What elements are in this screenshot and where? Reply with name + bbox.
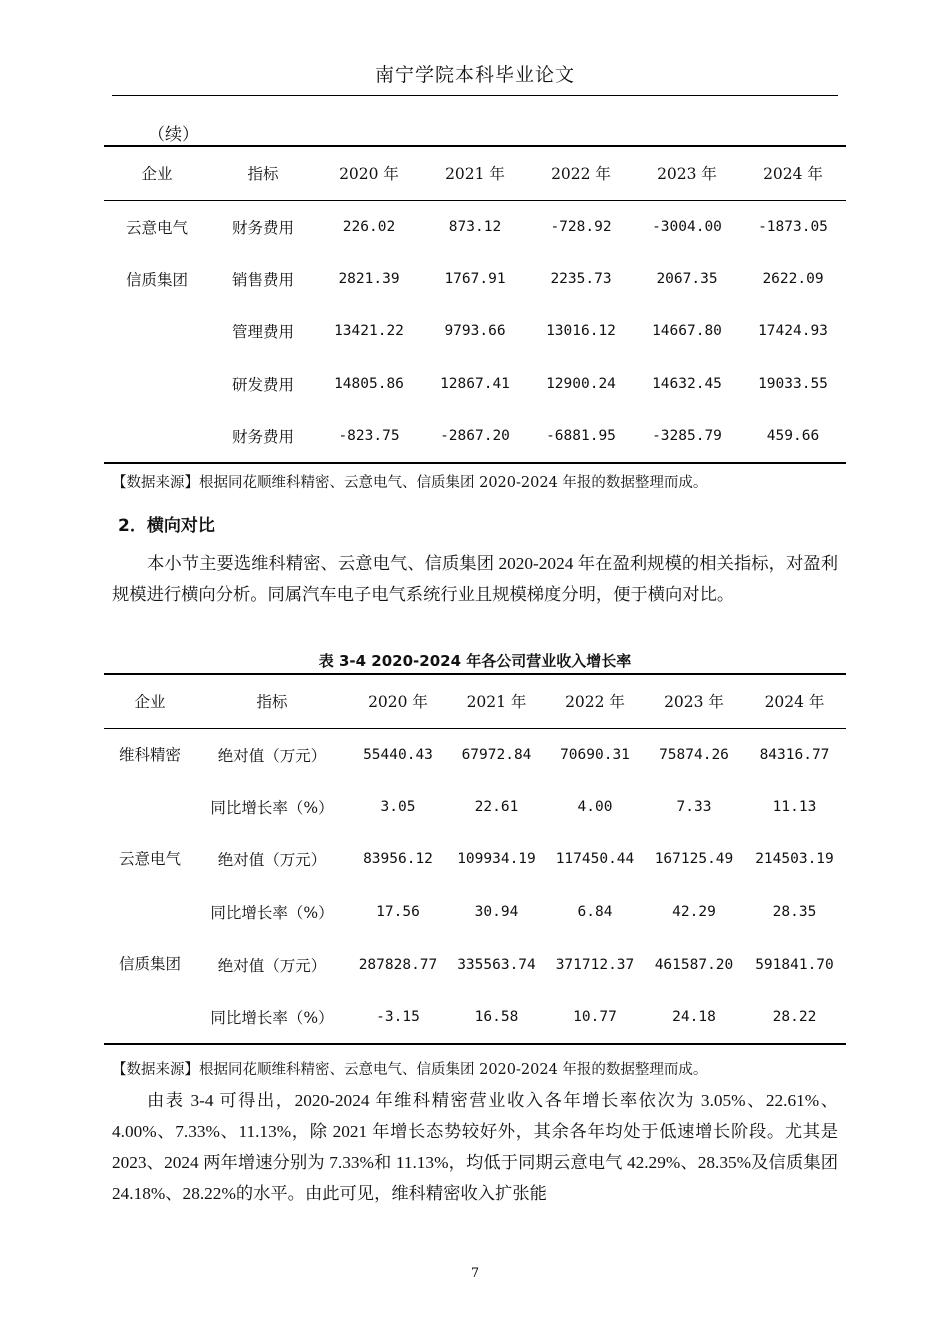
metric-cell: 销售费用 [231,270,294,289]
value-cell: 2235.73 [550,270,612,287]
company-cell [104,781,196,834]
revenue-growth-table [104,673,846,1045]
value-cell: 14805.86 [334,376,404,393]
value-cell: 7.33 [676,798,712,815]
value-cell: 13421.22 [334,323,404,340]
value-cell: 55440.43 [363,746,433,763]
table-row [104,781,846,834]
analysis-paragraph: 由表 3-4 可得出，2020-2024 年维科精密营业收入各年增长率依次为 3.05%、22.61%、4.00%、7.33%、11.13%，除 2021 年增长态势较好外，其余各年均处于低速增长阶段。尤其是 2023、2024 两年增速分别为 7.33%和 11.13%，均低于同期云意电气 42.29%、28.35%及信质集团 24.18%、28.22%的水平。由此可见，维科精密收入扩张能 [112,1091,838,1203]
value-cell: 19033.55 [758,376,828,393]
value-cell: -3.15 [376,1008,420,1025]
value-cell: 109934.19 [457,851,536,868]
column-header: 企业 [104,146,210,200]
value-cell: 117450.44 [555,851,635,868]
metric-cell: 同比增长率（%） [210,1008,334,1027]
page-number: 7 [470,1266,480,1281]
metric-cell: 绝对值（万元） [217,746,327,765]
column-header: 2021 年 [422,146,528,200]
value-cell: 873.12 [448,218,502,235]
company-cell: 信质集团 [125,270,188,289]
metric-cell: 研发费用 [231,376,294,395]
metric-cell: 财务费用 [231,428,294,447]
value-cell: 14667.80 [652,323,722,340]
value-cell: 83956.12 [363,851,433,868]
column-header: 2020 年 [316,146,422,200]
value-cell: 17.56 [376,904,420,921]
company-cell [104,991,196,1044]
value-cell: 226.02 [342,218,396,235]
table-row [104,410,846,463]
company-cell: 信质集团 [118,955,181,974]
column-header: 2024 年 [740,146,846,200]
value-cell: 12900.24 [546,376,616,393]
value-cell: 28.22 [772,1008,817,1025]
column-header: 2024 年 [743,674,846,728]
value-cell: 22.61 [474,798,519,815]
value-cell: 17424.93 [758,323,828,340]
value-cell: 67972.84 [461,746,532,763]
value-cell: 2622.09 [762,270,824,287]
value-cell: 335563.74 [457,956,536,973]
value-cell: 14632.45 [652,376,722,393]
body-paragraph: 本小节主要选维科精密、云意电气、信质集团 2020-2024 年在盈利规模的相关指标，对盈利规模进行横向分析。同属汽车电子电气系统行业且规模梯度分明，便于横向对比。 [112,554,838,604]
company-cell [104,886,196,939]
metric-cell: 同比增长率（%） [210,798,334,817]
value-cell: 4.00 [577,798,613,815]
table-row [104,886,846,939]
value-cell: -3004.00 [652,218,722,235]
value-cell: -728.92 [550,218,612,235]
value-cell: 75874.26 [659,746,729,763]
value-cell: 1767.91 [444,270,506,287]
table-row [104,253,846,306]
company-cell [104,358,210,411]
value-cell: -3285.79 [652,428,722,445]
value-cell: 30.94 [474,904,519,921]
section-heading: 2．横向对比 [118,516,215,536]
metric-cell: 管理费用 [231,323,294,342]
value-cell: -6881.95 [546,428,616,445]
table-row [104,305,846,358]
value-cell: 461587.20 [654,956,734,973]
company-cell: 维科精密 [118,745,181,764]
value-cell: 3.05 [380,798,416,815]
value-cell: -2867.20 [440,428,510,445]
company-cell: 云意电气 [125,218,188,237]
value-cell: 11.13 [772,798,817,815]
table-source-note: 【数据来源】根据同花顺维科精密、云意电气、信质集团 2020-2024 年报的数据整理而成。 [112,475,708,491]
table-row [104,833,846,886]
table-row [104,200,846,253]
table-row [104,728,846,781]
table-header-row [104,674,846,728]
value-cell: 9793.66 [444,323,506,340]
table-row [104,938,846,991]
column-header: 指标 [196,674,348,728]
value-cell: 84316.77 [759,746,830,763]
expense-table [104,145,846,464]
value-cell: 13016.12 [546,323,616,340]
value-cell: 24.18 [672,1008,716,1025]
value-cell: 2821.39 [338,270,400,287]
table-header-row [104,146,846,200]
table-continued-label: （续） [148,125,199,145]
value-cell: 10.77 [573,1008,617,1025]
column-header: 企业 [104,674,196,728]
metric-cell: 同比增长率（%） [210,904,334,923]
column-header: 2022 年 [545,674,645,728]
value-cell: 287828.77 [358,956,438,973]
company-cell: 云意电气 [118,850,181,869]
page-header: 南宁学院本科毕业论文 [112,60,838,96]
value-cell: 12867.41 [440,376,510,393]
value-cell: 2067.35 [656,270,718,287]
metric-cell: 绝对值（万元） [217,956,327,975]
value-cell: 6.84 [577,904,613,921]
column-header: 2023 年 [634,146,740,200]
column-header: 2020 年 [348,674,448,728]
value-cell: 16.58 [474,1008,519,1025]
value-cell: -1873.05 [758,218,828,235]
table-row [104,991,846,1044]
column-header: 2021 年 [448,674,545,728]
value-cell: 459.66 [766,428,820,445]
company-cell [104,305,210,358]
value-cell: 214503.19 [755,851,834,868]
metric-cell: 财务费用 [231,218,294,237]
column-header: 2023 年 [645,674,743,728]
value-cell: 70690.31 [560,746,630,763]
column-header: 指标 [210,146,316,200]
table-row [104,358,846,411]
value-cell: 167125.49 [654,851,734,868]
value-cell: 591841.70 [755,956,834,973]
column-header: 2022 年 [528,146,634,200]
table-source-note: 【数据来源】根据同花顺维科精密、云意电气、信质集团 2020-2024 年报的数据整理而成。 [112,1062,708,1078]
company-cell [104,410,210,463]
table-caption: 表 3-4 2020-2024 年各公司营业收入增长率 [318,652,632,670]
value-cell: 42.29 [672,904,716,921]
value-cell: -823.75 [338,428,400,445]
metric-cell: 绝对值（万元） [217,851,327,870]
value-cell: 371712.37 [555,956,635,973]
value-cell: 28.35 [772,904,817,921]
